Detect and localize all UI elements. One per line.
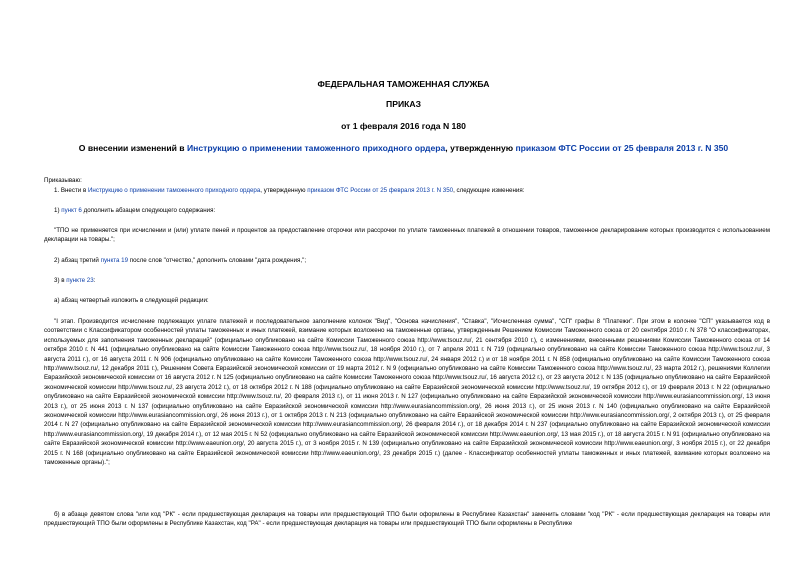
subitem-1-link[interactable]: пункт 6 [61,207,82,214]
title-text-1: О внесении изменений в [78,143,187,153]
title-link-order-350[interactable]: приказом ФТС России от 25 февраля 2013 г. N 350 [515,143,729,153]
subitem-3-link[interactable]: пункте 23 [66,277,94,284]
subitem-2-post: после слов "отчество," дополнить словами "дата рождения,"; [128,257,307,264]
orders-label: Приказываю: [44,177,82,184]
subitem-1 [54,207,215,214]
subitem-3a: а) абзац четвертый изложить в следующей редакции: [54,297,209,304]
date-number-heading: от 1 февраля 2016 года N 180 [341,121,466,131]
quote-1: "ТПО не применяется при исчислении и (или) уплате пеней и процентов за предоставление отсрочки или рассрочки по уплате таможенных платежей в отношении товаров, таможенное декларирование которых производится с использованием декларации на товары."; [44,227,770,244]
subitem-2-link[interactable]: пункта 19 [100,257,129,264]
title-link-instruction[interactable]: Инструкцию о применении таможенного приходного ордера [186,143,446,153]
item-1-post: , следующие изменения: [453,187,525,194]
subitem-3b: б) в абзаце девятом слова "или код "РК" - если предшествующая декларация на товары или предшествующий ТПО были оформлены в Республике Казахстан" заменить словами "код "РК" - если предшествующая декларация на товары или предшествующий ТПО были оформлены в Республике Казахстан, код "РА" - если предшествующая декларация на товары или предшествующий ТПО были оформлены в Республике [44,511,770,528]
item-1-mid: , утвержденную [260,187,308,194]
item-1-link-instruction[interactable]: Инструкцию о применении таможенного приходного ордера [87,187,261,194]
subitem-2 [54,257,306,264]
subitem-3-post: : [93,277,96,284]
document-title [0,143,807,153]
subitem-1-num: 1) [54,207,62,214]
subitem-1-text: дополнить абзацем следующего содержания: [81,207,216,214]
doc-type-heading: ПРИКАЗ [386,99,421,109]
item-1 [54,187,524,194]
stage-paragraph: "I этап. Производится исчисление подлежащих уплате платежей и последовательное заполнение колонок "Вид", "Основа начисления", "Ставка", "Исчисленная сумма", "СП" графы 8 "Платежи". При этом в колонке "СП" указывается код в соответствии с Классификатором особенностей уплаты таможенных и иных платежей, взимание которых возложено на таможенные органы, утвержденным Решением Комиссии Таможенного союза от 20 сентября 2010 г. N 378 "О классификаторах, используемых для заполнения таможенных деклараций" (официально опубликовано на сайте Комиссии Таможенного союза http://www.tsouz.ru/, 21 сентября 2010 г.), с изменениями, внесенными решениями Комиссии Таможенного союза от 14 октября 2010 г. N 441 (официально опубликовано на сайте Комиссии Таможенного союза http://www.tsouz.ru/, 18 ноября 2010 г.), от 7 апреля 2011 г. N 719 (официально опубликовано на сайте Комиссии Таможенного союза http://www.tsouz.ru/, 3 августа 2011 г.), от 16 августа 2011 г. N 906 (официально опубликовано на сайте Комиссии Таможенного союза http://www.tsouz.ru/, 24 января 2012 г.) и от 18 ноября 2011 г. N 858 (официально опубликовано на сайте Комиссии Таможенного союза http://www.tsouz.ru/, 12 декабря 2011 г.), Решением Совета Евразийской экономической комиссии от 19 марта 2012 г. N 9 (официально опубликовано на сайте Комиссии Таможенного союза http://www.tsouz.ru/, 23 марта 2012 г.), решениями Коллегии Евразийской экономической комиссии от 16 августа 2012 г. N 125 (официально опубликовано на сайте Комиссии Таможенного союза http://www.tsouz.ru/, 16 августа 2012 г.), от 23 августа 2012 г. N 135 (официально опубликовано на сайте Евразийской экономической комиссии http://www.tsouz.ru/, 23 августа 2012 г.), от 18 октября 2012 г. N 188 (официально опубликовано на сайте Евразийской экономической комиссии http://www.tsouz.ru/, 19 октября 2012 г.), от 19 февраля 2013 г. N 22 (официально опубликовано на сайте Евразийской экономической комиссии http://www.tsouz.ru/, 20 февраля 2013 г.), от 11 июня 2013 г. N 127 (официально опубликовано на сайте Евразийской экономической комиссии http://www.eurasiancommission.org/, 13 июня 2013 г.), от 25 июня 2013 г. N 137 (официально опубликовано на сайте Евразийской экономической комиссии http://www.eurasiancommission.org/, 26 июня 2013 г.), от 25 июня 2013 г. N 140 (официально опубликовано на сайте Евразийской экономической комиссии http://www.eurasiancommission.org/, 26 июня 2013 г.), от 1 октября 2013 г. N 213 (официально опубликовано на сайте Евразийской экономической комиссии http://www.eurasiancommission.org/, 2 октября 2013 г.), от 25 февраля 2014 г. N 27 (официально опубликовано на сайте Евразийской экономической комиссии http://www.eurasiancommission.org/, 26 февраля 2014 г.), от 18 декабря 2014 г. N 237 (официально опубликовано на сайте Евразийской экономической комиссии http://www.eurasiancommission.org/, 19 декабря 2014 г.), от 12 мая 2015 г. N 52 (официально опубликовано на сайте Евразийской экономической комиссии http://www.eaeunion.org/, 13 мая 2015 г.), от 18 августа 2015 г. N 91 (официально опубликовано на сайте Евразийской экономической комиссии http://www.eaeunion.org/, 20 августа 2015 г.), от 3 ноября 2015 г. N 139 (официально опубликовано на сайте Евразийской экономической комиссии http://www.eaeunion.org/, 3 ноября 2015 г.), от 22 декабря 2015 г. N 168 (официально опубликовано на сайте Евразийской экономической комиссии http://www.eaeunion.org/, 23 декабря 2015 г.) (далее - Классификатор особенностей уплаты таможенных и иных платежей, взимание которых возложено на таможенные органы)."; [44,318,770,467]
title-text-2: , утвержденную [445,143,516,153]
subitem-2-pre: 2) абзац третий [54,257,101,264]
agency-heading: ФЕДЕРАЛЬНАЯ ТАМОЖЕННАЯ СЛУЖБА [317,79,490,89]
subitem-3-pre: 3) в [54,277,67,284]
subitem-3 [54,277,95,284]
item-1-link-order[interactable]: приказом ФТС России от 25 февраля 2013 г. N 350 [307,187,454,194]
item-1-text: 1. Внести в [54,187,88,194]
